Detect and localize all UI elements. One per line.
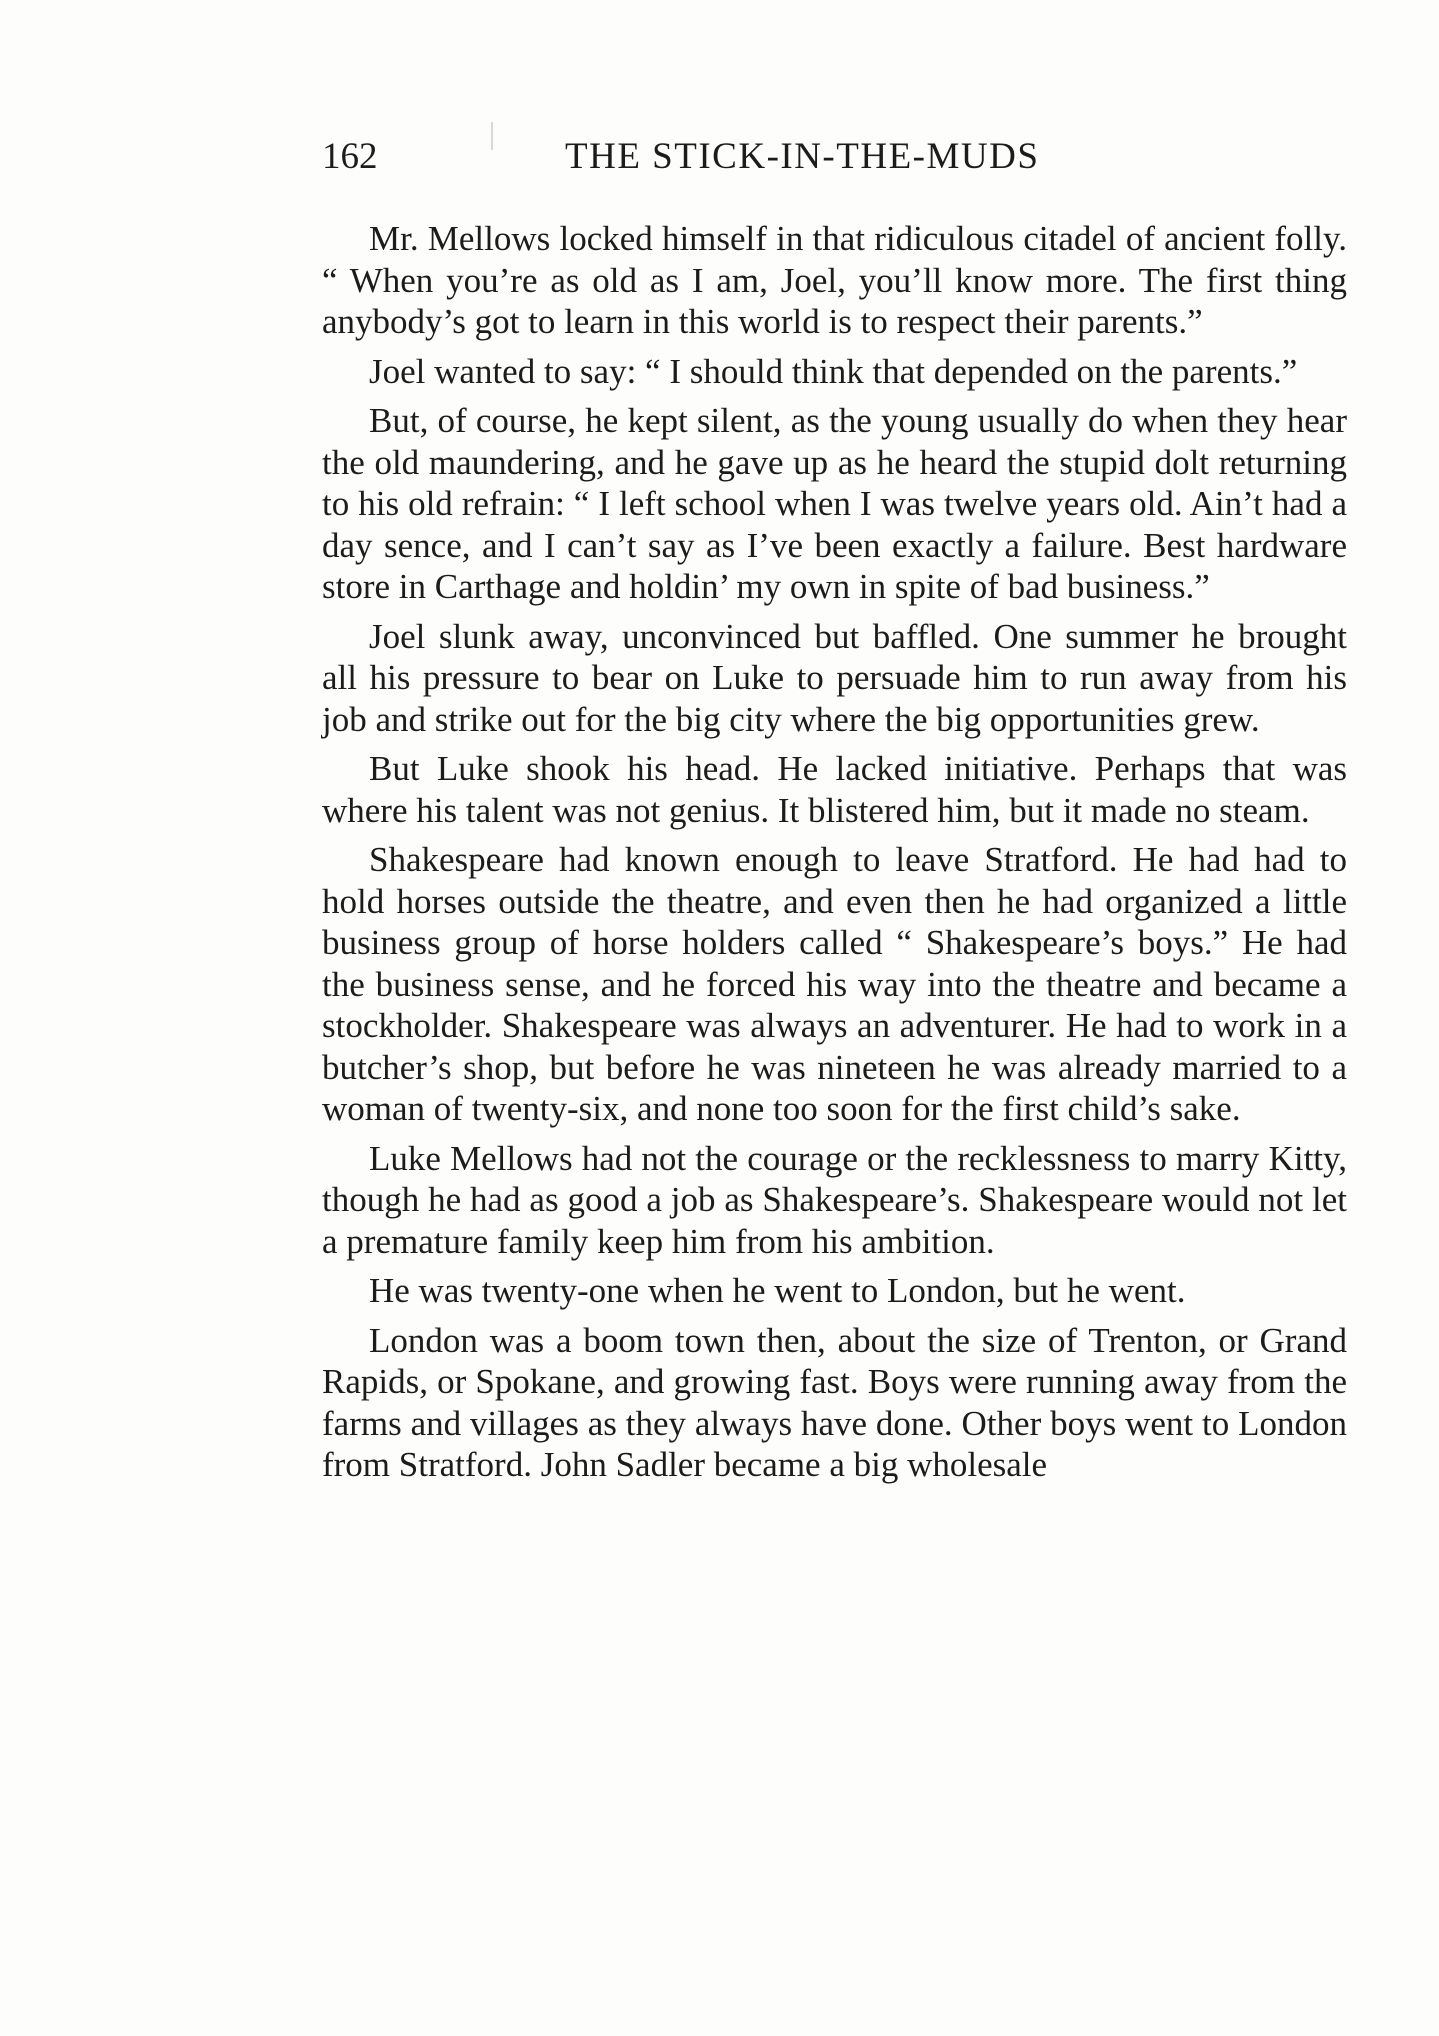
paragraph: But Luke shook his head. He lacked initiative. Perhaps that was where his talent was not genius. It blistered him, but it made no steam. xyxy=(322,749,1347,830)
body-text xyxy=(322,218,1347,1494)
page-number: 162 xyxy=(322,136,378,177)
paragraph: But, of course, he kept silent, as the young usually do when they hear the old maundering, and he gave up as he heard the stupid dolt returning to his old refrain: “ I left school when I was twelve years old. Ain’t had a day sence, and I can’t say as I’ve been exactly a failure. Best hardware store in Carthage and holdin’ my own in spite of bad business.” xyxy=(322,401,1347,606)
paragraph: Luke Mellows had not the courage or the recklessness to marry Kitty, though he had as good a job as Shakespeare’s. Shakespeare would not let a premature family keep him from his ambition. xyxy=(322,1138,1347,1261)
paragraph: Joel wanted to say: “ I should think that depended on the parents.” xyxy=(369,351,1298,391)
paragraph: Joel slunk away, unconvinced but baffled. One summer he brought all his pressure to bear on Luke to persuade him to run away from his job and strike out for the big city where the big opportunities grew. xyxy=(322,616,1347,739)
running-head-title: THE STICK-IN-THE-MUDS xyxy=(565,136,1040,177)
paragraph: Shakespeare had known enough to leave Stratford. He had had to hold horses outside the theatre, and even then he had organized a little business group of horse holders called “ Shakespeare’s boys.” He had the business sense, and he forced his way into the theatre and became a stockholder. Shakespeare was always an adventurer. He had to work in a butcher’s shop, but before he was nineteen he was already married to a woman of twenty-six, and none too soon for the first child’s sake. xyxy=(322,840,1347,1128)
paragraph: Mr. Mellows locked himself in that ridiculous citadel of ancient folly. “ When you’re as old as I am, Joel, you’ll know more. The first thing anybody’s got to learn in this world is to respect their parents.” xyxy=(322,219,1347,341)
running-head xyxy=(322,135,1347,191)
paragraph: He was twenty-one when he went to London, but he went. xyxy=(369,1271,1186,1310)
paragraph: London was a boom town then, about the size of Trenton, or Grand Rapids, or Spokane, and growing fast. Boys were running away from the farms and villages as they always have done. Other boys went to London from Stratford. John Sadler became a big wholesale xyxy=(322,1320,1347,1484)
